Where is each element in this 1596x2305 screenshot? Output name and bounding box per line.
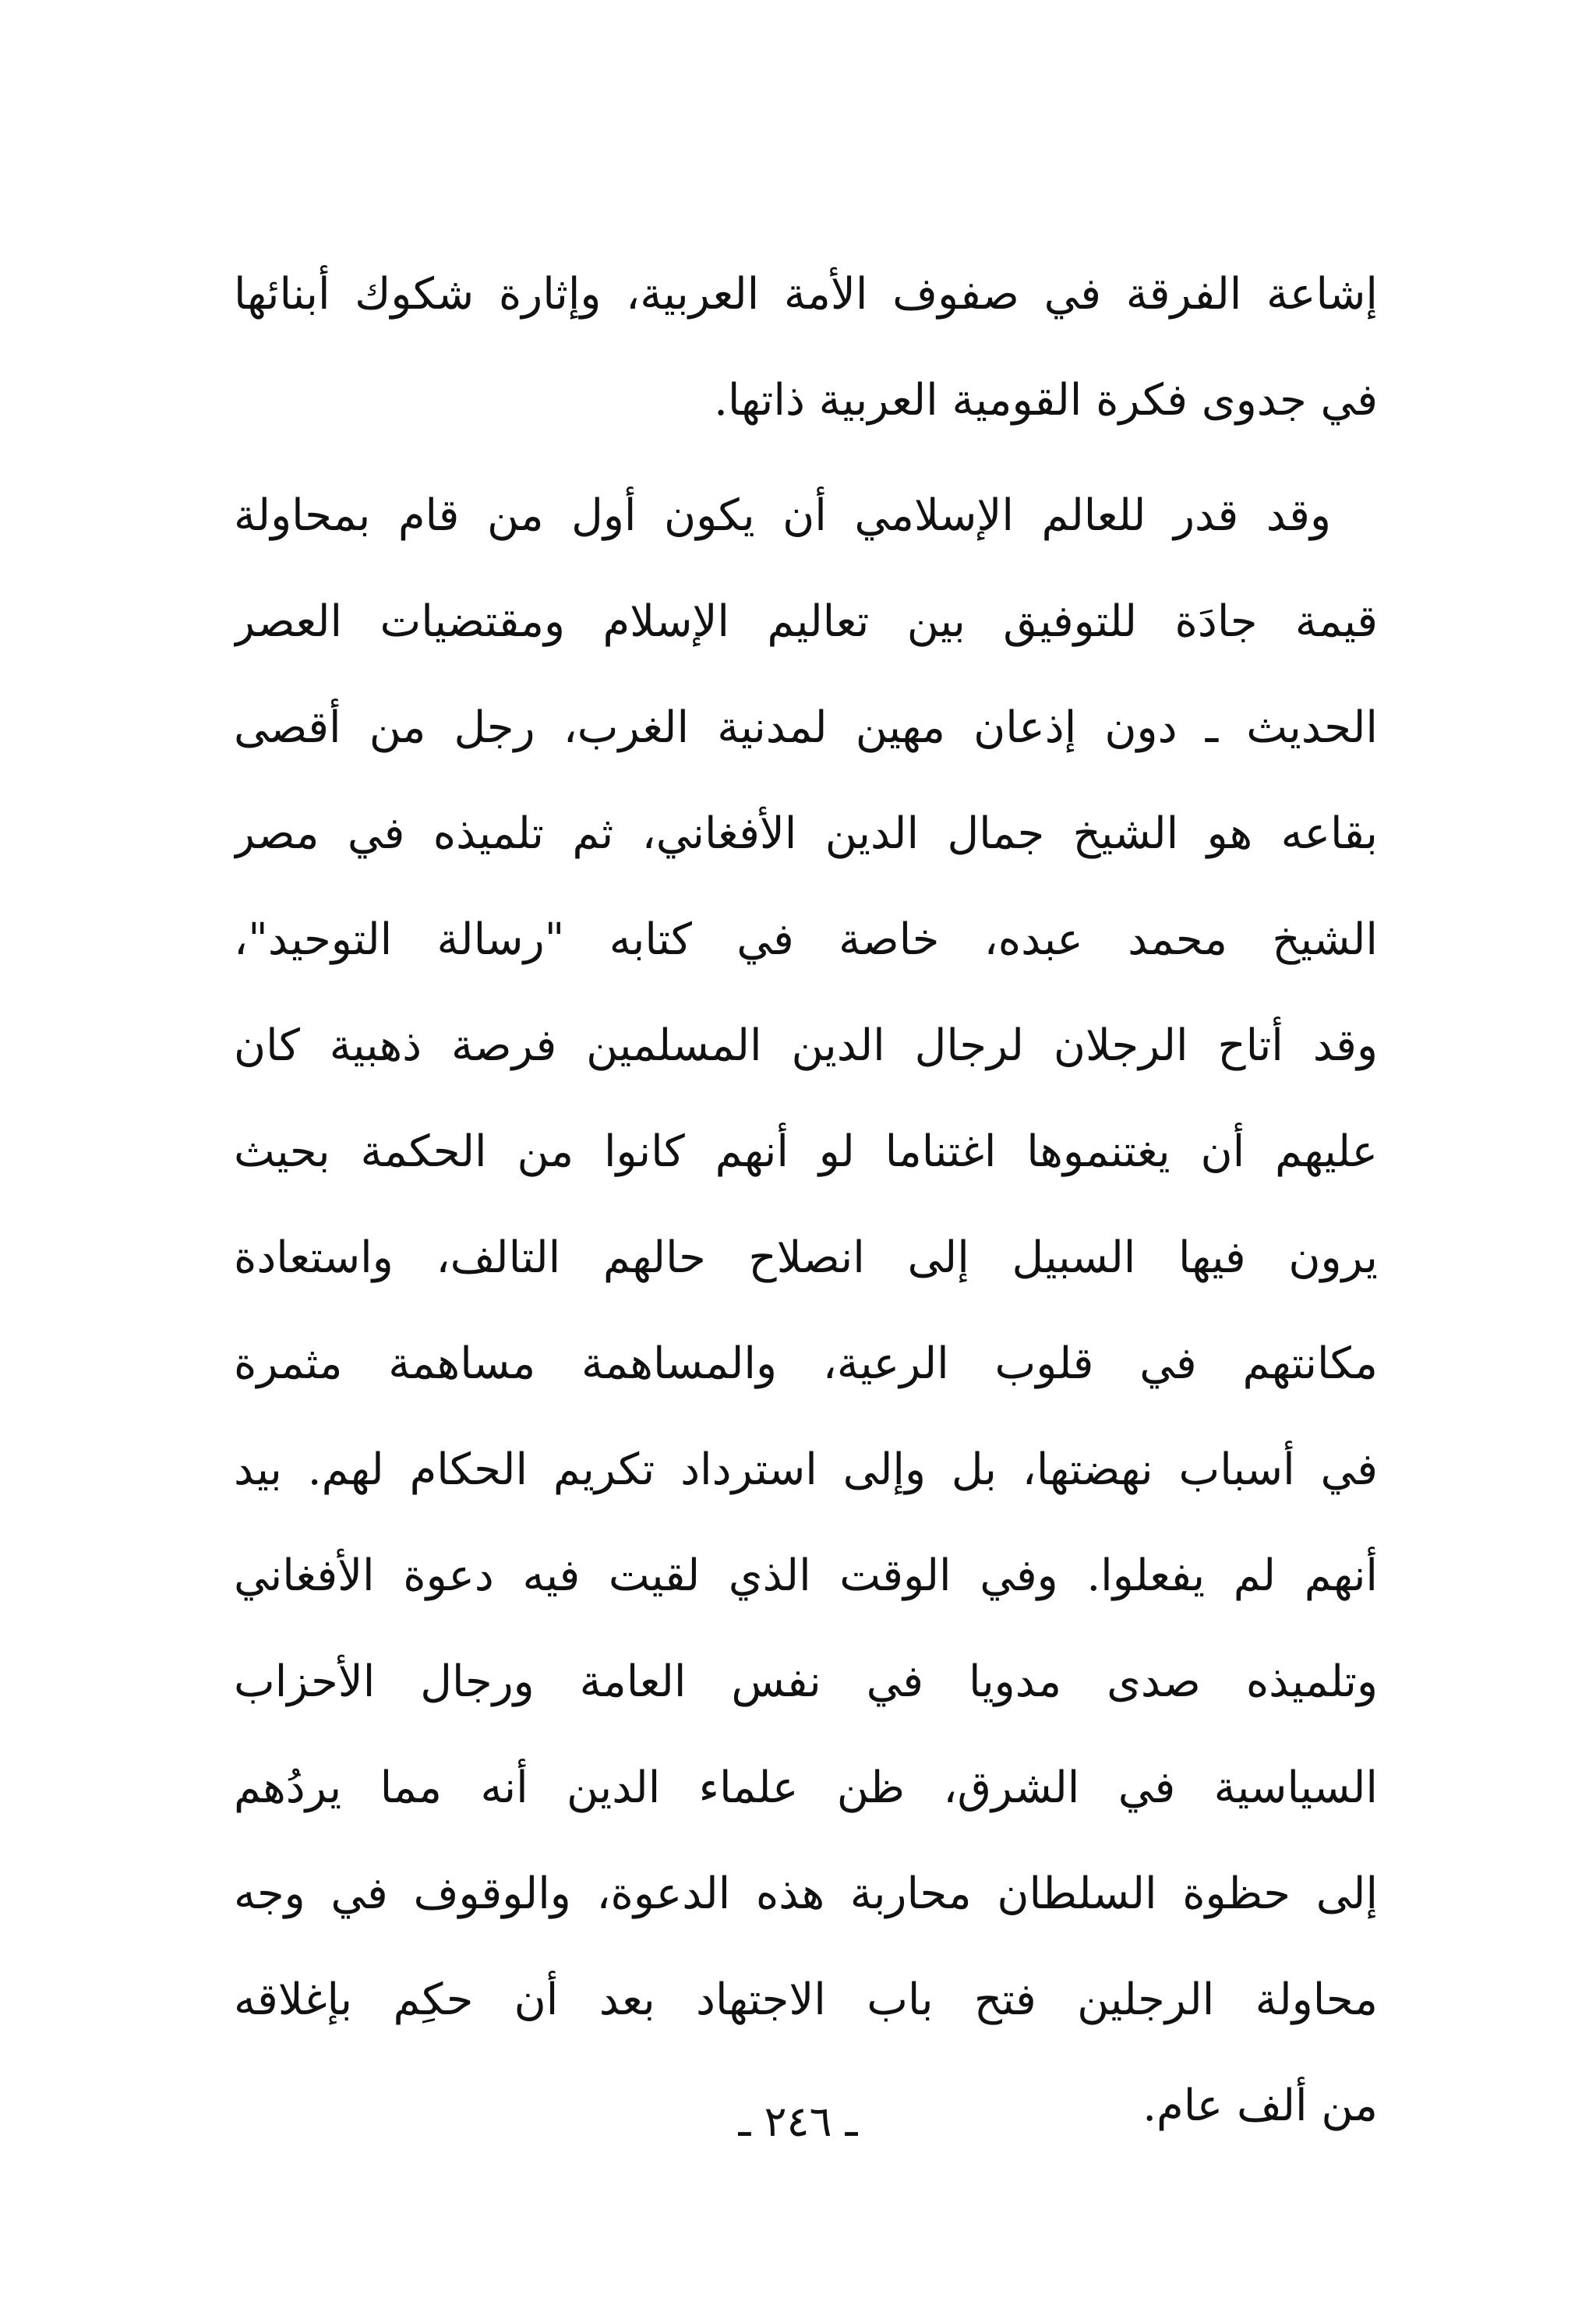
text-line: وقد أتاح الرجلان لرجال الدين المسلمين فرصة ذهبية كان [234,1020,1378,1071]
text-line: عليهم أن يغتنموها اغتناما لو أنهم كانوا من الحكمة بحيث [234,1126,1378,1177]
text-line: وقد قدر للعالم الإسلامي أن يكون أول من قام بمحاولة [234,490,1331,541]
text-line: قيمة جادَة للتوفيق بين تعاليم الإسلام ومقتضيات العصر [234,596,1378,647]
paragraph-break [234,454,1378,463]
text-line: أنهم لم يفعلوا. وفي الوقت الذي لقيت فيه دعوة الأفغاني [234,1550,1378,1601]
text-line: السياسية في الشرق، ظن علماء الدين أنه مما يردُهم [234,1762,1378,1813]
text-line: محاولة الرجلين فتح باب الاجتهاد بعد أن حكِم بإغلاقه [234,1974,1378,2025]
text-line: يرون فيها السبيل إلى انصلاح حالهم التالف، واستعادة [234,1232,1378,1283]
text-line: في أسباب نهضتها، بل وإلى استرداد تكريم الحكام لهم. بيد [234,1444,1378,1495]
text-line: بقاعه هو الشيخ جمال الدين الأفغاني، ثم تلميذه في مصر [234,808,1378,859]
body-text [234,242,1378,2159]
text-line: في جدوى فكرة القومية العربية ذاتها. [714,375,1378,426]
text-line: الشيخ محمد عبده، خاصة في كتابه "رسالة التوحيد"، [234,914,1378,965]
text-line: الحديث ـ دون إذعان مهين لمدنية الغرب، رجل من أقصى [234,702,1378,753]
page-number: ـ ٢٤٦ ـ [738,2097,858,2146]
text-line: وتلميذه صدى مدويا في نفس العامة ورجال الأحزاب [234,1656,1378,1707]
text-line: إشاعة الفرقة في صفوف الأمة العربية، وإثارة شكوك أبنائها [234,269,1378,320]
text-line: من ألف عام. [1142,2081,1378,2131]
text-line: مكانتهم في قلوب الرعية، والمساهمة مساهمة مثمرة [234,1338,1378,1389]
text-line: إلى حظوة السلطان محاربة هذه الدعوة، والوقوف في وجه [234,1868,1378,1919]
